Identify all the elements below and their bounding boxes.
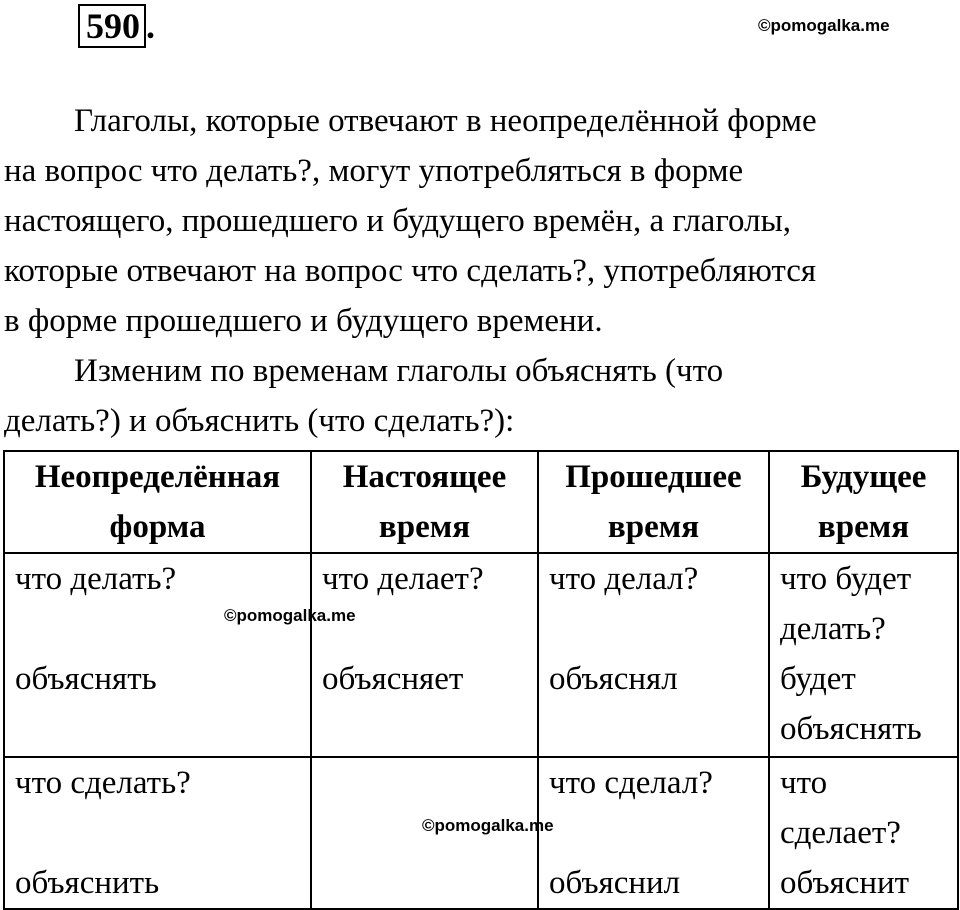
header-infinitive [4,451,311,553]
paragraph-line: Глаголы, которые отвечают в неопределённой форме [74,103,817,139]
cell-line: что сделать? [15,765,191,801]
cell-line: объяснил [549,865,681,901]
paragraph-line: делать?) и объяснить (что сделать?): [4,403,515,439]
cell-line: объясняет [322,661,464,697]
header-future [769,451,958,553]
header-line: Прошедшее [565,459,742,495]
cell-line [549,808,764,858]
paragraph-line: в форме прошедшего и будущего времени. [4,303,603,339]
cell-line: что [780,765,828,801]
header-line: время [607,509,700,545]
header-line: Настоящее [342,459,507,495]
task-number-dot: . [146,6,155,46]
header-past [538,451,769,553]
paragraph-1 [4,96,956,346]
paragraph-line: на вопрос что делать?, могут употребляться в форме [4,153,744,189]
task-number [78,4,155,48]
table-cell [4,757,311,909]
cell-line: будет [780,661,856,697]
header-present [311,451,538,553]
header-line: время [378,509,471,545]
table-cell [4,553,311,757]
cell-line [549,604,764,654]
verb-tense-table [3,450,959,910]
cell-line: что делает? [322,561,484,597]
paragraph-line: которые отвечают на вопрос что сделать?, употребляются [4,253,817,289]
cell-line: объяснить [15,865,160,901]
table-cell [538,553,769,757]
cell-line: объяснять [15,661,157,697]
header-line: время [817,509,910,545]
cell-line: объяснять [780,711,922,747]
header-line: форма [109,509,206,545]
task-number-box [78,4,146,48]
cell-line: объяснит [780,865,910,901]
cell-line: что будет [780,561,912,597]
cell-line: делать? [780,611,886,647]
table-cell [769,553,958,757]
table-cell [311,553,538,757]
header-line: Неопределённая [34,459,281,495]
paragraph-2 [4,346,956,446]
cell-line: объяснял [549,661,678,697]
cell-line: сделает? [780,815,901,851]
cell-line: что делать? [15,561,177,597]
watermark-top: ©pomogalka.me [758,16,890,35]
header-line: Будущее [800,459,927,495]
cell-line [15,808,306,858]
paragraph-line: Изменим по временам глаголы объяснять (что [74,353,724,389]
cell-line: что сделал? [549,765,713,801]
table-header-row [4,451,958,553]
task-number-value: 590 [86,6,140,46]
watermark-bottom: ©pomogalka.me [422,816,554,835]
table-cell [769,757,958,909]
paragraph-line: настоящего, прошедшего и будущего времён, а глаголы, [4,203,791,239]
table-row [4,553,958,757]
table-cell [538,757,769,909]
cell-line: что делал? [549,561,699,597]
watermark-middle: ©pomogalka.me [224,606,356,625]
